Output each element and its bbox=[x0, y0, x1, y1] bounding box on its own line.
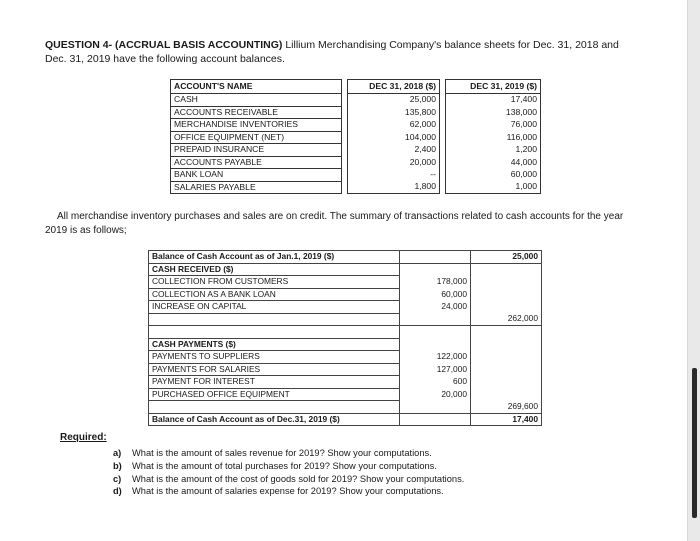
account-name: ACCOUNTS PAYABLE bbox=[171, 156, 342, 169]
transactions-paragraph: All merchandise inventory purchases and sales are on credit. The summary of transactions related to cash accounts for the year 2019 is as follows; bbox=[45, 211, 624, 236]
question-label: d) bbox=[113, 486, 122, 497]
question-title-bold: QUESTION 4- (ACCRUAL BASIS ACCOUNTING) bbox=[45, 39, 283, 51]
scrollbar-thumb[interactable] bbox=[692, 368, 697, 518]
table-row bbox=[171, 94, 541, 107]
table-row bbox=[171, 156, 541, 169]
closing-balance-value: 17,400 bbox=[471, 413, 542, 426]
list-item bbox=[113, 447, 464, 460]
received-total-row bbox=[149, 313, 542, 326]
table-row bbox=[149, 276, 542, 289]
closing-balance-row bbox=[149, 413, 542, 426]
cash-account-table bbox=[148, 250, 542, 426]
value-2018: 62,000 bbox=[348, 119, 440, 132]
value-2019: 1,200 bbox=[446, 144, 541, 157]
cash-received-header-row bbox=[149, 263, 542, 276]
required-questions bbox=[113, 447, 464, 498]
cash-payments-header: CASH PAYMENTS ($) bbox=[149, 338, 400, 351]
question-text: What is the amount of the cost of goods sold for 2019? Show your computations. bbox=[132, 473, 465, 484]
payment-label: PAYMENTS TO SUPPLIERS bbox=[149, 351, 400, 364]
table-row bbox=[149, 388, 542, 401]
value-2019: 1,000 bbox=[446, 181, 541, 194]
opening-balance-row bbox=[149, 251, 542, 264]
value-2018: 1,800 bbox=[348, 181, 440, 194]
question-text: What is the amount of total purchases for 2019? Show your computations. bbox=[132, 460, 437, 471]
payments-total-row bbox=[149, 401, 542, 414]
payment-value: 20,000 bbox=[400, 388, 471, 401]
account-name: PREPAID INSURANCE bbox=[171, 144, 342, 157]
value-2018: 135,800 bbox=[348, 106, 440, 119]
payments-total: 269,600 bbox=[471, 401, 542, 414]
table-row bbox=[149, 363, 542, 376]
account-name: ACCOUNTS RECEIVABLE bbox=[171, 106, 342, 119]
value-2019: 116,000 bbox=[446, 131, 541, 144]
opening-balance-label: Balance of Cash Account as of Jan.1, 2019 ($) bbox=[149, 251, 400, 264]
balance-header-row bbox=[171, 80, 541, 94]
table-row bbox=[149, 288, 542, 301]
value-2018: -- bbox=[348, 169, 440, 182]
list-item bbox=[113, 485, 464, 498]
value-2019: 138,000 bbox=[446, 106, 541, 119]
opening-balance-value: 25,000 bbox=[471, 251, 542, 264]
closing-balance-label: Balance of Cash Account as of Dec.31, 2019 ($) bbox=[149, 413, 400, 426]
payment-label: PURCHASED OFFICE EQUIPMENT bbox=[149, 388, 400, 401]
value-2018: 25,000 bbox=[348, 94, 440, 107]
required-heading: Required: bbox=[60, 432, 107, 443]
col-header-2019: DEC 31, 2019 ($) bbox=[446, 80, 541, 94]
scrollbar[interactable] bbox=[687, 0, 700, 541]
account-name: OFFICE EQUIPMENT (NET) bbox=[171, 131, 342, 144]
receipt-label: COLLECTION AS A BANK LOAN bbox=[149, 288, 400, 301]
col-header-2018: DEC 31, 2018 ($) bbox=[348, 80, 440, 94]
receipt-value: 60,000 bbox=[400, 288, 471, 301]
table-row bbox=[171, 144, 541, 157]
value-2019: 76,000 bbox=[446, 119, 541, 132]
account-name: SALARIES PAYABLE bbox=[171, 181, 342, 194]
payment-label: PAYMENT FOR INTEREST bbox=[149, 376, 400, 389]
table-row bbox=[171, 181, 541, 194]
question-text: What is the amount of sales revenue for 2019? Show your computations. bbox=[132, 448, 432, 458]
value-2019: 17,400 bbox=[446, 94, 541, 107]
value-2018: 2,400 bbox=[348, 144, 440, 157]
payment-value: 122,000 bbox=[400, 351, 471, 364]
table-row bbox=[171, 169, 541, 182]
cash-payments-header-row bbox=[149, 338, 542, 351]
receipt-value: 24,000 bbox=[400, 301, 471, 314]
table-row bbox=[171, 119, 541, 132]
table-row bbox=[149, 351, 542, 364]
question-title-text: Lillium Merchandising Company's balance sheets for Dec. 31, 2018 and Dec. 31, 2019 have the following account balances. bbox=[45, 39, 619, 65]
account-name: MERCHANDISE INVENTORIES bbox=[171, 119, 342, 132]
question-label: b) bbox=[113, 460, 122, 471]
table-row bbox=[149, 376, 542, 389]
col-header-account: ACCOUNT'S NAME bbox=[171, 80, 342, 94]
table-row bbox=[149, 301, 542, 314]
received-total: 262,000 bbox=[471, 313, 542, 326]
question-label: c) bbox=[113, 473, 122, 484]
balance-sheet-table bbox=[170, 79, 541, 194]
account-name: CASH bbox=[171, 94, 342, 107]
receipt-label: INCREASE ON CAPITAL bbox=[149, 301, 400, 314]
payment-value: 127,000 bbox=[400, 363, 471, 376]
cash-received-header: CASH RECEIVED ($) bbox=[149, 263, 400, 276]
list-item bbox=[113, 473, 464, 486]
value-2019: 44,000 bbox=[446, 156, 541, 169]
account-name: BANK LOAN bbox=[171, 169, 342, 182]
receipt-value: 178,000 bbox=[400, 276, 471, 289]
value-2018: 104,000 bbox=[348, 131, 440, 144]
receipt-label: COLLECTION FROM CUSTOMERS bbox=[149, 276, 400, 289]
payment-label: PAYMENTS FOR SALARIES bbox=[149, 363, 400, 376]
value-2018: 20,000 bbox=[348, 156, 440, 169]
payment-value: 600 bbox=[400, 376, 471, 389]
question-text: What is the amount of salaries expense for 2019? Show your computations. bbox=[132, 486, 444, 497]
table-row bbox=[171, 131, 541, 144]
value-2019: 60,000 bbox=[446, 169, 541, 182]
list-item bbox=[113, 460, 464, 473]
question-title bbox=[45, 38, 625, 66]
question-label: a) bbox=[113, 448, 122, 458]
table-row bbox=[171, 106, 541, 119]
